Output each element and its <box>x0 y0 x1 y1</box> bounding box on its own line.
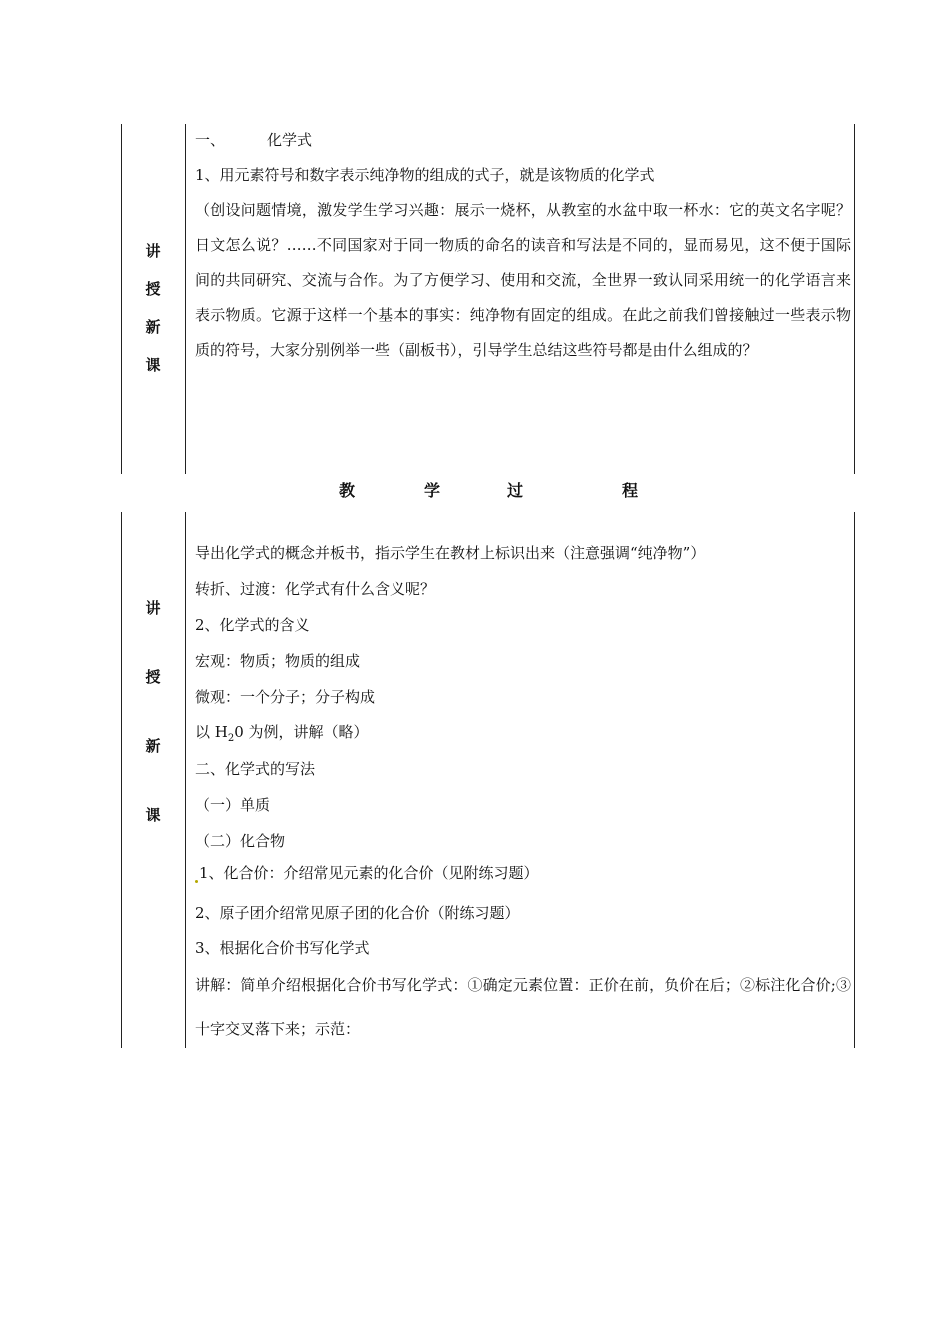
example-post: 0 为例，讲解（略） <box>234 723 369 741</box>
line-radical: 2、原子团介绍常见原子团的化合价（附练习题） <box>195 904 520 922</box>
line-writing-title: 二、化学式的写法 <box>195 760 316 778</box>
process-heading-char-3: 过 <box>507 481 524 500</box>
point-1: 1、用元素符号和数字表示纯净物的组成的式子，就是该物质的化学式 <box>195 166 655 184</box>
section-heading <box>195 129 312 150</box>
intro-paragraph: （创设问题情境，激发学生学习兴趣：展示一烧杯，从教室的水盆中取一杯水：它的英文名字呢？日文怎么说？……不同国家对于同一物质的命名的读音和写法是不同的，显而易见，这不便于国际间的共同研究、交流与合作。为了方便学习、使用和交流，全世界一致认同采用统一的化学语言来表示物质。它源于这样一个基本的事实：纯净物有固定的组成。在此之前我们曾接触过一些表示物质的符号，大家分别例举一些（副板书），引导学生总结这些符号都是由什么组成的？ <box>195 201 851 359</box>
line-write-formula: 3、根据化合价书写化学式 <box>195 939 370 957</box>
process-heading-char-2: 学 <box>424 481 441 500</box>
side-label-bottom <box>121 574 185 850</box>
side-label-top <box>121 232 185 384</box>
side-char: 授 <box>145 668 161 686</box>
heading-text: 化学式 <box>267 131 313 149</box>
side-char: 课 <box>145 356 161 374</box>
explanation-paragraph: 讲解：简单介绍根据化合价书写化学式：①确定元素位置：正价在前，负价在后；②标注化合价;③ 十字交叉落下来；示范： <box>195 976 851 1038</box>
side-char: 新 <box>145 318 161 336</box>
line-valence <box>195 862 539 883</box>
line-transition: 转折、过渡：化学式有什么含义呢？ <box>195 580 436 598</box>
line-meaning-title: 2、化学式的含义 <box>195 616 310 634</box>
valence-text: 1、化合价：介绍常见元素的化合价（见附练习题） <box>199 864 539 882</box>
process-heading-char-4: 程 <box>622 481 639 500</box>
side-char: 讲 <box>145 599 161 617</box>
side-char: 讲 <box>145 242 161 260</box>
marker-dot <box>195 880 198 883</box>
line-micro: 微观：一个分子；分子构成 <box>195 688 376 706</box>
heading-number: 一、 <box>195 131 226 149</box>
line-example <box>195 721 369 744</box>
side-char: 课 <box>145 806 161 824</box>
example-subscript: 2 <box>227 733 235 744</box>
process-heading-char-1: 教 <box>339 481 356 500</box>
example-pre: 以 H <box>195 723 228 741</box>
table-right-border-top <box>854 124 855 474</box>
line-macro: 宏观：物质；物质的组成 <box>195 652 361 670</box>
table-right-border-bottom <box>854 512 855 1048</box>
table-divider-bottom <box>185 512 186 1048</box>
line-concept: 导出化学式的概念并板书，指示学生在教材上标识出来（注意强调“纯净物”） <box>195 544 706 562</box>
line-compound: （二）化合物 <box>195 832 286 850</box>
table-divider-top <box>185 124 186 474</box>
side-char: 授 <box>145 280 161 298</box>
side-char: 新 <box>145 737 161 755</box>
line-element: （一）单质 <box>195 796 271 814</box>
